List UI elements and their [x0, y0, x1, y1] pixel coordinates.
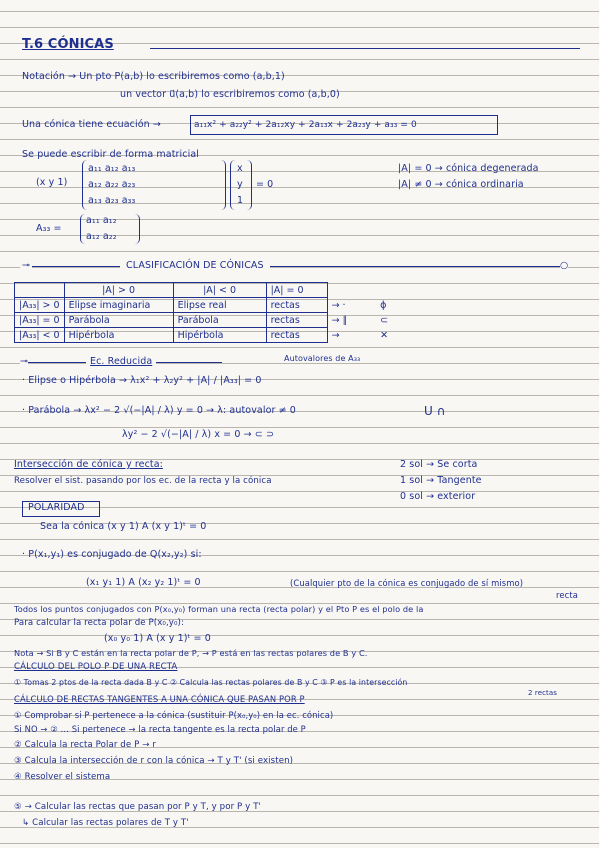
tangent-step-4: ④ Resolver el sistema	[14, 772, 111, 782]
table-cell: ✕	[380, 329, 389, 341]
table-cell: → ·	[331, 299, 346, 311]
col-1: 1	[237, 195, 244, 206]
polarity-line-5: Para calcular la recta polar de P(x₀,y₀):	[14, 618, 184, 628]
polo-title: CÁLCULO DEL POLO P DE UNA RECTA	[14, 662, 178, 672]
a33-row-1: a₁₁ a₁₂	[86, 215, 117, 226]
intersection-text: Resolver el sist. pasando por los ec. de la recta y la cónica	[14, 476, 272, 486]
equation-formula: a₁₁x² + a₂₂y² + 2a₁₂xy + 2a₁₃x + 2a₂₃y + a₃₃ = 0	[194, 120, 417, 130]
polarity-line-1: Sea la cónica (x y 1) A (x y 1)ᵗ = 0	[40, 521, 207, 532]
matrix-row-2: a₁₂ a₂₂ a₂₃	[88, 179, 136, 190]
polarity-self-conjugate-note: (Cualquier pto de la cónica es conjugado de sí mismo)	[290, 578, 524, 588]
polarity-line-2: · P(x₁,y₁) es conjugado de Q(x₂,y₂) si:	[22, 549, 202, 560]
table-cell: Hipérbola	[64, 328, 173, 343]
table-cell	[15, 283, 65, 298]
tangent-title: CÁLCULO DE RECTAS TANGENTES A UNA CÓNICA QUE PASAN POR P	[14, 694, 305, 704]
tangent-step-5: ⑤ → Calcular las rectas que pasan por P y T, y por P y T'	[14, 802, 261, 812]
classification-table	[14, 282, 415, 343]
polarity-title: POLARIDAD	[28, 502, 85, 513]
table-cell: ⊂	[380, 314, 389, 326]
table-cell: rectas	[266, 298, 327, 313]
parabola-eq-2: λy² − 2 √(−|A| / λ) x = 0 → ⊂ ⊃	[122, 429, 275, 440]
table-cell: Hipérbola	[173, 328, 266, 343]
intersection-0sol: 0 sol → exterior	[400, 491, 476, 502]
polarity-line-4: Todos los puntos conjugados con P(x₀,y₀) forman una recta (recta polar) y el Pto P es el polo de la	[14, 604, 424, 614]
circle-end-icon: ○	[560, 260, 569, 271]
table-cell: Parábola	[64, 313, 173, 328]
tangent-step-3: ③ Calcula la intersección de r con la cónica → T y T' (si existen)	[14, 756, 294, 766]
table-cell: |A| > 0	[64, 283, 173, 298]
table-cell: Elipse imaginaria	[64, 298, 173, 313]
reduced-title: Ec. Reducida	[86, 355, 156, 369]
table-cell: →	[331, 329, 340, 341]
parabola-symbol: U ∩	[424, 404, 446, 418]
ellipse-hyperbola-eq: · Elipse o Hipérbola → λ₁x² + λ₂y² + |A| / |A₃₃| = 0	[22, 375, 262, 386]
table-cell	[376, 283, 414, 298]
matrix-row-1: a₁₁ a₁₂ a₁₃	[88, 163, 136, 174]
table-cell: |A| < 0	[173, 283, 266, 298]
polo-steps: ① Tomas 2 ptos de la recta dada B y C ② Calcula las rectas polares de B y C ③ P es la intersección	[14, 678, 408, 687]
page-title: T.6 CÓNICAS	[22, 37, 114, 52]
ordinary-condition: |A| ≠ 0 → cónica ordinaria	[398, 179, 524, 190]
table-cell: |A₃₃| = 0	[15, 313, 65, 328]
degenerate-condition: |A| = 0 → cónica degenerada	[398, 163, 539, 174]
table-header-row	[15, 283, 415, 298]
table-cell	[327, 283, 376, 298]
matrix-equals: = 0	[256, 179, 274, 190]
title-rule	[150, 48, 580, 49]
classification-rule	[22, 266, 566, 267]
a33-label: A₃₃ =	[36, 223, 62, 234]
intersection-2sol: 2 sol → Se corta	[400, 459, 478, 470]
classification-title: CLASIFICACIÓN DE CÓNICAS	[120, 259, 270, 273]
eigenvalues-note: Autovalores de A₃₃	[284, 354, 361, 363]
table-cell: |A₃₃| < 0	[15, 328, 65, 343]
polo-steps-end: 2 rectas	[528, 689, 558, 697]
table-row	[15, 298, 415, 313]
table-cell: |A| = 0	[266, 283, 327, 298]
polarity-line-6: (x₀ y₀ 1) A (x y 1)ᵗ = 0	[104, 633, 211, 644]
a33-row-2: a₁₂ a₂₂	[86, 231, 117, 242]
table-row	[15, 328, 415, 343]
arrow-left-icon: ⊸	[22, 260, 31, 271]
table-cell: ϕ	[380, 299, 387, 311]
intersection-title: Intersección de cónica y recta:	[14, 459, 163, 470]
arrow-left-icon: ⊸	[20, 356, 29, 367]
table-cell: Parábola	[173, 313, 266, 328]
tangent-step-1b: Si NO → ② ... Si pertenece → la recta tangente es la recta polar de P	[14, 724, 306, 734]
matrix-form-label: Se puede escribir de forma matricial	[22, 149, 199, 160]
matrix-row-3: a₁₃ a₂₃ a₃₃	[88, 195, 136, 206]
parabola-eq-1: · Parábola → λx² − 2 √(−|A| / λ) y = 0 → λ: autovalor ≠ 0	[22, 405, 296, 416]
tangent-step-1: ① Comprobar si P pertenece a la cónica (sustituir P(x₀,y₀) en la ec. cónica)	[14, 710, 334, 720]
table-cell: rectas	[266, 313, 327, 328]
polarity-recta-word: recta	[556, 590, 578, 600]
polarity-line-3: (x₁ y₁ 1) A (x₂ y₂ 1)ᵗ = 0	[86, 577, 201, 588]
notation-line-1: Notación → Un pto P(a,b) lo escribiremos como (a,b,1)	[22, 71, 285, 82]
tangent-step-2: ② Calcula la recta Polar de P → r	[14, 740, 156, 750]
col-y: y	[237, 179, 243, 190]
tangent-step-6: ↳ Calcular las rectas polares de T y T'	[22, 818, 189, 828]
row-vector: (x y 1)	[36, 177, 68, 188]
equation-label: Una cónica tiene ecuación →	[22, 119, 161, 130]
col-x: x	[237, 163, 243, 174]
table-cell: → ∥	[331, 314, 348, 326]
table-cell: |A₃₃| > 0	[15, 298, 65, 313]
table-cell: Elipse real	[173, 298, 266, 313]
table-cell: rectas	[266, 328, 327, 343]
table-row	[15, 313, 415, 328]
notation-line-2: un vector u⃗(a,b) lo escribiremos como (a,b,0)	[120, 89, 340, 100]
nota-line: Nota → Si B y C están en la recta polar de P, → P está en las rectas polares de B y C.	[14, 648, 368, 658]
intersection-1sol: 1 sol → Tangente	[400, 475, 482, 486]
